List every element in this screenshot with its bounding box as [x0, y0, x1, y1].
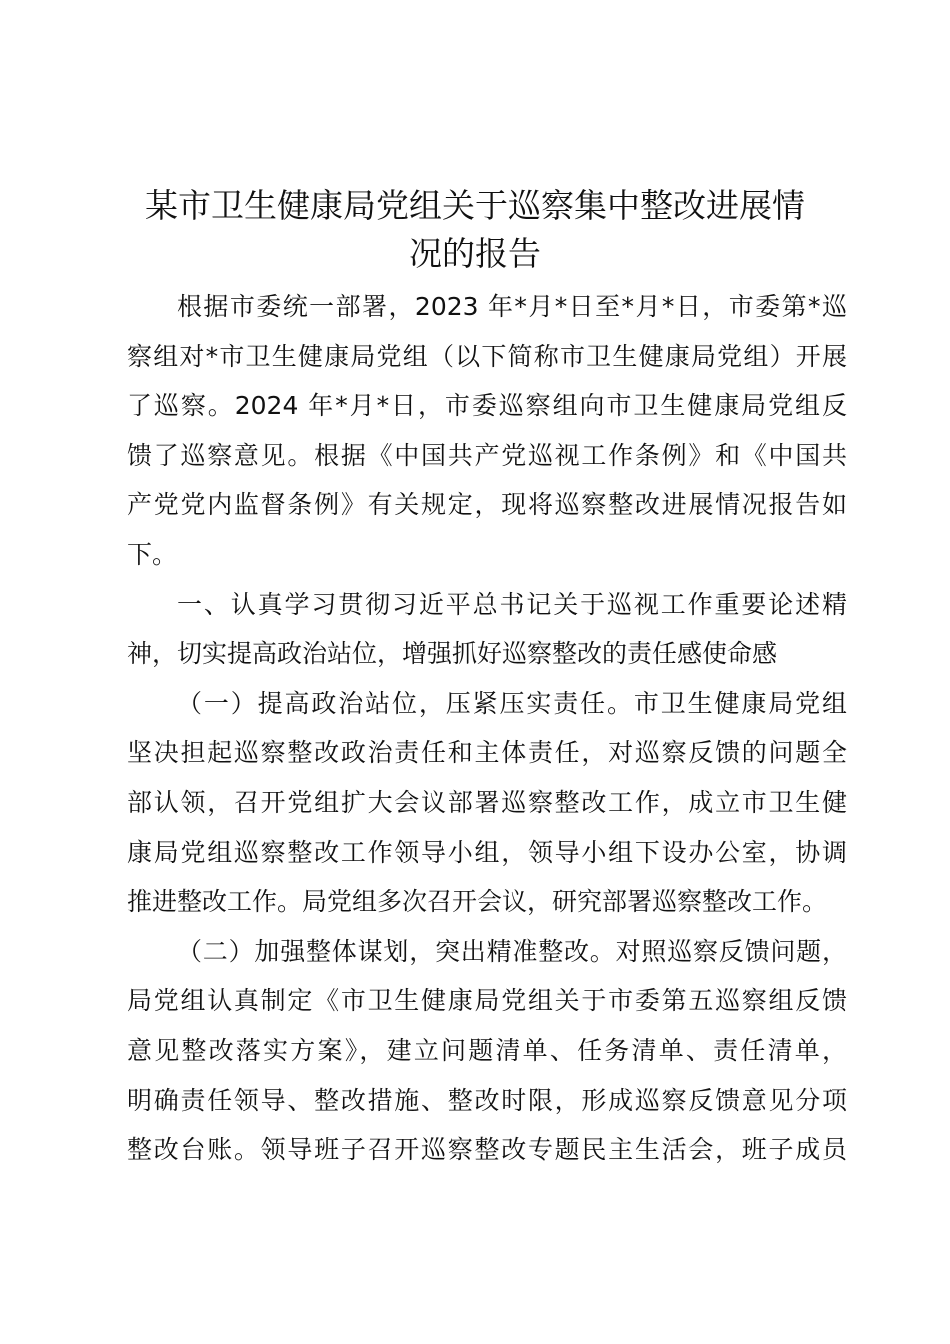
- document-body: [127, 282, 847, 1175]
- document-title: [110, 182, 840, 278]
- text-line: 坚决担起巡察整改政治责任和主体责任，对巡察反馈的问题全: [127, 738, 847, 768]
- text-line: 整改台账。领导班子召开巡察整改专题民主生活会，班子成员: [127, 1135, 847, 1165]
- paragraph-subsection-2: [127, 927, 847, 1175]
- section-heading-1: [127, 580, 847, 679]
- text-line: 明确责任领导、整改措施、整改时限，形成巡察反馈意见分项: [127, 1085, 847, 1115]
- paragraph-intro: [127, 282, 847, 580]
- text-line: 一、认真学习贯彻习近平总书记关于巡视工作重要论述精: [177, 589, 847, 619]
- text-line: （二）加强整体谋划，突出精准整改。对照巡察反馈问题，: [177, 936, 847, 966]
- text-line: 了巡察。2024 年*月*日，市委巡察组向市卫生健康局党组反: [127, 391, 847, 421]
- title-line: 况的报告: [409, 234, 541, 273]
- text-line: 馈了巡察意见。根据《中国共产党巡视工作条例》和《中国共: [127, 440, 847, 470]
- text-line: 神，切实提高政治站位，增强抓好巡察整改的责任感使命感: [127, 639, 778, 669]
- text-line: 康局党组巡察整改工作领导小组，领导小组下设办公室，协调: [127, 837, 847, 867]
- text-line: 产党党内监督条例》有关规定，现将巡察整改进展情况报告如: [127, 490, 847, 520]
- text-line: 推进整改工作。局党组多次召开会议，研究部署巡察整改工作。: [127, 887, 828, 917]
- title-line: 某市卫生健康局党组关于巡察集中整改进展情: [145, 186, 805, 225]
- text-line: （一）提高政治站位，压紧压实责任。市卫生健康局党组: [177, 688, 847, 718]
- text-line: 意见整改落实方案》，建立问题清单、任务清单、责任清单，: [127, 1035, 847, 1065]
- text-line: 根据市委统一部署，2023 年*月*日至*月*日，市委第*巡: [177, 292, 847, 321]
- text-line: 下。: [127, 539, 178, 569]
- text-line: 局党组认真制定《市卫生健康局党组关于市委第五巡察组反馈: [127, 986, 847, 1016]
- text-line: 察组对*市卫生健康局党组（以下简称市卫生健康局党组）开展: [127, 341, 847, 371]
- text-line: 部认领，召开党组扩大会议部署巡察整改工作，成立市卫生健: [127, 787, 847, 817]
- paragraph-subsection-1: [127, 679, 847, 927]
